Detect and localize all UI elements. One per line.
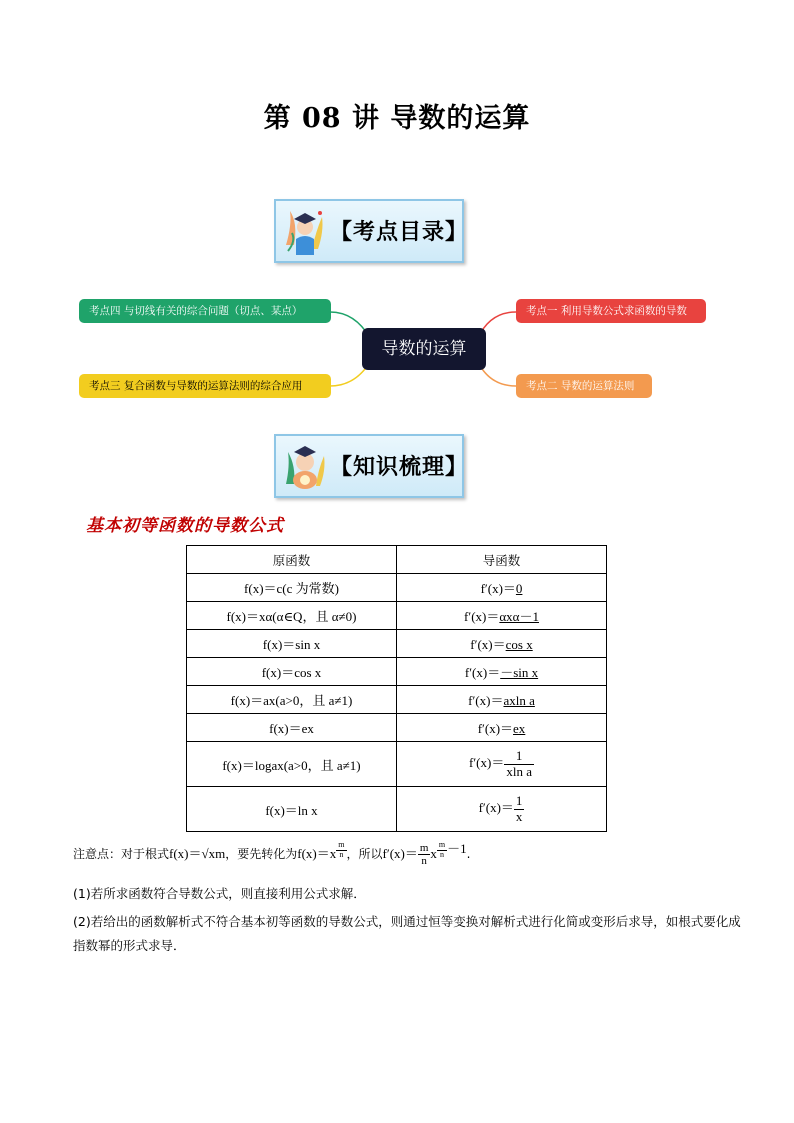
paragraph-1: (1)若所求函数符合导数公式，则直接利用公式求解． <box>73 886 366 901</box>
catalog-banner-label: 【考点目录】 <box>330 219 469 245</box>
table-row <box>187 602 607 630</box>
converted-expression: f(x)＝x <box>297 846 337 861</box>
mindmap-node-topic-3: 考点三 复合函数与导数的运算法则的综合应用 <box>79 374 331 398</box>
topic-mindmap <box>0 290 794 410</box>
derivative-cell <box>397 658 607 686</box>
exponent2-denominator: n <box>440 849 445 859</box>
derivative-cell <box>397 714 607 742</box>
derivative-lhs: f′(x)＝ <box>382 846 418 861</box>
derivative-answer: αxα－1 <box>499 609 539 624</box>
derivative-formula-table <box>186 545 607 832</box>
original-function: f(x)＝sin x <box>187 630 397 658</box>
note-mid: ，要先转化为 <box>225 847 298 861</box>
graduate-illustration-icon <box>282 205 328 257</box>
derivative-answer: 0 <box>515 581 523 596</box>
derivative-cell <box>397 630 607 658</box>
original-function: f(x)＝cos x <box>187 658 397 686</box>
fraction-denominator: x <box>515 808 523 824</box>
derivative-answer: cos x <box>505 637 533 652</box>
knowledge-banner <box>274 434 469 498</box>
note-line <box>73 838 733 867</box>
mindmap-node-topic-4: 考点四 与切线有关的综合问题（切点、某点） <box>79 299 331 323</box>
fraction-numerator: 1 <box>504 749 534 764</box>
fraction-numerator: 1 <box>515 793 523 809</box>
derivative-prefix: f′(x)＝ <box>480 581 516 596</box>
derivative-cell <box>397 686 607 714</box>
x-symbol: x <box>430 846 437 861</box>
derivative-prefix: f′(x)＝ <box>478 799 514 815</box>
coefficient-fraction <box>418 842 431 867</box>
table-row <box>187 787 607 832</box>
column-header-original: 原函数 <box>187 546 397 574</box>
derivative-fraction <box>514 794 525 824</box>
exponent-minus-one: －1 <box>447 841 467 856</box>
derivative-cell <box>397 602 607 630</box>
original-function: f(x)＝xα(α∈Q，且 α≠0) <box>187 602 397 630</box>
original-function: f(x)＝ax(a>0，且 a≠1) <box>187 686 397 714</box>
derivative-prefix: f′(x)＝ <box>464 609 500 624</box>
mindmap-node-topic-2: 考点二 导数的运算法则 <box>516 374 652 398</box>
original-function: f(x)＝ex <box>187 714 397 742</box>
derivative-prefix: f′(x)＝ <box>477 721 514 736</box>
note-prefix: 注意点：对于根式 <box>73 847 170 861</box>
root-expression: f(x)＝√xm <box>169 846 226 861</box>
table-header-row <box>187 546 607 574</box>
derivative-cell <box>397 574 607 602</box>
derivative-answer: －sin x <box>500 665 539 680</box>
table-row <box>187 714 607 742</box>
derivative-prefix: f′(x)＝ <box>464 665 501 680</box>
section-heading: 基本初等函数的导数公式 <box>86 516 284 536</box>
original-function: f(x)＝c(c 为常数) <box>187 574 397 602</box>
derivative-answer: ex <box>513 721 526 736</box>
column-header-derivative: 导函数 <box>397 546 607 574</box>
paragraph-2: (2)若给出的函数解析式不符合基本初等函数的导数公式，则通过恒等变换对解析式进行化简或变形后求导，如根式要化成指数幂的形式求导． <box>73 914 741 953</box>
knowledge-banner-label: 【知识梳理】 <box>330 454 469 480</box>
fraction-denominator: xln a <box>506 763 532 779</box>
table-row <box>187 658 607 686</box>
table-row <box>187 574 607 602</box>
catalog-banner <box>274 199 469 263</box>
derivative-prefix: f′(x)＝ <box>468 693 504 708</box>
derivative-fraction <box>504 749 534 779</box>
mindmap-center: 导数的运算 <box>362 328 486 370</box>
table-row <box>187 630 607 658</box>
exponent-denominator: n <box>339 849 344 859</box>
derivative-cell <box>397 742 607 787</box>
original-function: f(x)＝ln x <box>187 787 397 832</box>
note-end: . <box>466 847 471 861</box>
teacher-illustration-icon <box>282 440 328 492</box>
mindmap-node-topic-1: 考点一 利用导数公式求函数的导数 <box>516 299 706 323</box>
derivative-cell <box>397 787 607 832</box>
derivative-prefix: f′(x)＝ <box>469 754 505 770</box>
table-row <box>187 742 607 787</box>
original-function: f(x)＝logax(a>0，且 a≠1) <box>187 742 397 787</box>
exponent2-numerator: m <box>438 839 446 849</box>
note-mid2: ，所以 <box>346 847 383 861</box>
coefficient-numerator: m <box>419 841 429 854</box>
exponent-numerator: m <box>338 839 345 849</box>
derivative-prefix: f′(x)＝ <box>470 637 506 652</box>
page-title: 第 08 讲 导数的运算 <box>263 103 531 134</box>
table-row <box>187 686 607 714</box>
derivative-answer: axln a <box>503 693 535 708</box>
coefficient-denominator: n <box>421 855 427 867</box>
